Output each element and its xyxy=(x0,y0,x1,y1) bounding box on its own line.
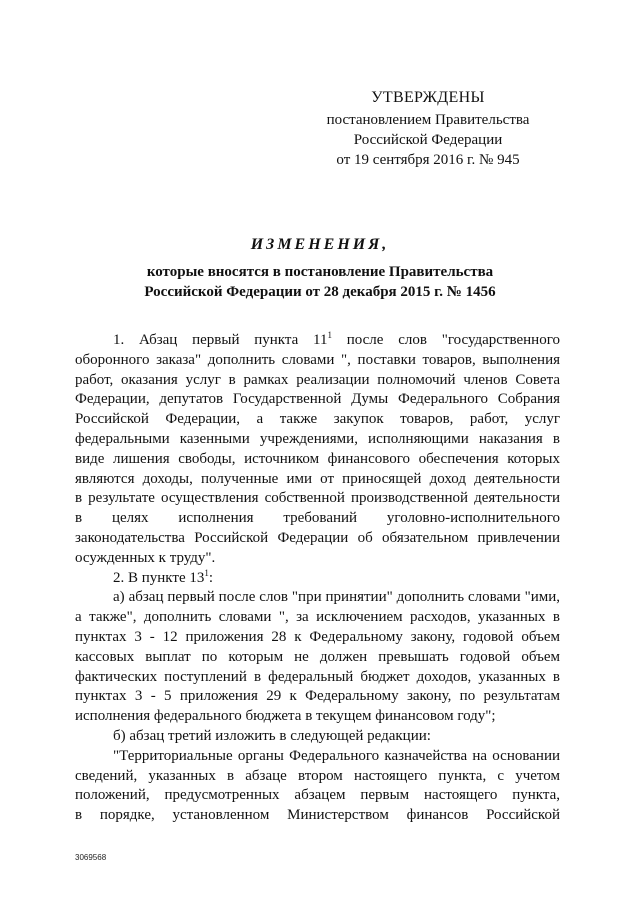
document-title: ИЗМЕНЕНИЯ, xyxy=(250,236,390,253)
body-line: работ, оказания услуг в рамках реализации полномочий членов Совета xyxy=(75,371,560,388)
body-line: исполнения федерального бюджета в текущем финансовом году"; xyxy=(75,708,496,725)
body-line: законодательства Российской Федерации об обязательном привлечении xyxy=(75,529,560,546)
approval-heading: УТВЕРЖДЕНЫ xyxy=(371,89,485,106)
body-line: федеральными казенными учреждениями, исполняющими наказания в xyxy=(75,430,560,447)
body-line xyxy=(75,569,560,589)
approval-stamp xyxy=(300,88,556,170)
body-line: Российской Федерации, а также закупок товаров, работ, услуг xyxy=(75,411,560,428)
document-subtitle xyxy=(0,262,640,302)
body-line: кассовых выплат по которым не должен превышать годовой объем xyxy=(75,648,560,665)
body-line: осужденных к труду". xyxy=(75,549,216,566)
body-line: положений, предусмотренных абзацем первым настоящего пункта, xyxy=(75,787,560,804)
body-line: Федерации, депутатов Государственной Думы Федерального Собрания xyxy=(75,391,560,408)
body-line: являются доходы, полученные ими от приносящей доход деятельности xyxy=(75,470,560,487)
subtitle-line-1: которые вносятся в постановление Правительства xyxy=(146,264,494,280)
body-line: в порядке, установленном Министерством финансов Российской xyxy=(75,807,560,824)
body-line: а также", дополнить словами ", за исключением расходов, указанных в xyxy=(75,609,560,626)
body-line: а) абзац первый после слов "при принятии" дополнить словами "ими, xyxy=(113,589,560,606)
body-line: пунктах 3 - 5 приложения 29 к Федеральному закону, по результатам xyxy=(75,688,560,705)
document-body xyxy=(75,331,560,826)
document-code: 3069568 xyxy=(75,853,107,862)
superscript: 1 xyxy=(327,330,332,340)
body-text: 2. В пункте 13 xyxy=(113,569,205,586)
body-text: 1. Абзац первый пункта 11 xyxy=(113,332,328,348)
approval-line-1: постановлением Правительства xyxy=(326,112,530,128)
approval-line-2: Российской Федерации xyxy=(353,132,503,148)
body-line: в целях исполнения требований уголовно-исполнительного xyxy=(75,510,560,527)
body-line: фактических поступлений в федеральный бюджет доходов, указанных в xyxy=(75,668,560,685)
approval-line-3: от 19 сентября 2016 г. № 945 xyxy=(336,152,520,168)
body-line: б) абзац третий изложить в следующей редакции: xyxy=(113,727,431,744)
body-line xyxy=(75,331,560,351)
body-line: "Территориальные органы Федерального казначейства на основании xyxy=(113,747,560,764)
superscript: 1 xyxy=(204,567,209,578)
body-line: в результате осуществления собственной производственной деятельности xyxy=(75,490,560,507)
body-line: оборонного заказа" дополнить словами ", поставки товаров, выполнения xyxy=(75,351,560,368)
body-line: виде лишения свободы, источником финансового обеспечения которых xyxy=(75,450,560,467)
body-line: пунктах 3 - 12 приложения 28 к Федеральному закону, годовой объем xyxy=(75,628,560,645)
subtitle-line-2: Российской Федерации от 28 декабря 2015 г. № 1456 xyxy=(144,284,496,300)
body-line: сведений, указанных в абзаце втором настоящего пункта, с учетом xyxy=(75,767,560,784)
body-text: после слов "государственного xyxy=(331,332,560,348)
body-text: : xyxy=(208,569,214,586)
